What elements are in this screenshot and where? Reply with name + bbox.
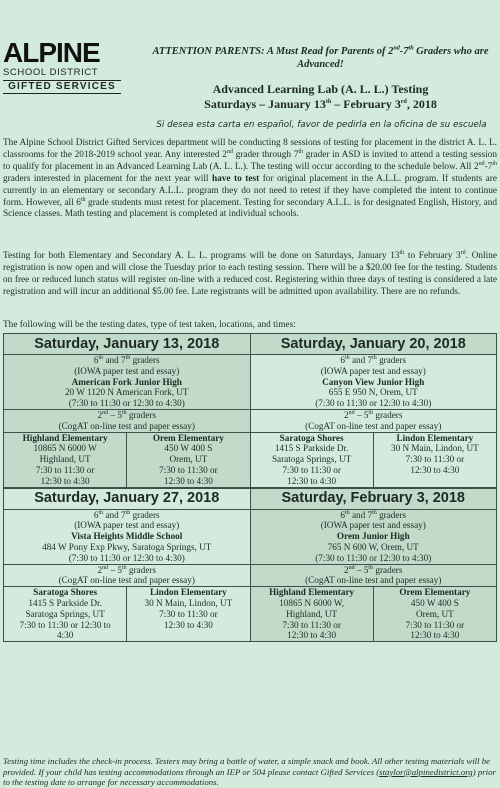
session-times: 7:30 to 11:30 or	[405, 619, 465, 630]
school-address: 450 W 400 S	[410, 597, 459, 608]
session-times: 12:30 to 4:30	[410, 464, 460, 475]
school-name: Highland Elementary	[22, 432, 108, 443]
school-address: 30 N Main, Lindon, UT	[144, 597, 233, 608]
test-site	[373, 587, 496, 642]
school-address: 30 N Main, Lindon, UT	[390, 443, 479, 454]
session-times: (7:30 to 11:30 or 12:30 to 4:30)	[68, 552, 185, 563]
test-site	[127, 587, 250, 642]
school-address: 10865 N 6000 W	[33, 443, 97, 454]
session-times: 12:30 to 4:30	[163, 619, 213, 630]
title-line-2: Saturdays – January 13th – February 3rd, 2018	[204, 97, 437, 111]
school-city: Highland, UT	[286, 608, 338, 619]
upper-grade-session	[250, 509, 497, 564]
test-type: (IOWA paper test and essay)	[320, 520, 426, 531]
logo-program: GIFTED SERVICES	[3, 80, 121, 94]
registration-paragraph: Testing for both Elementary and Secondary A. L. L. programs will be done on Saturdays, January 13th to February 3rd. Online registration is now open and will close the Tuesday prior to each testing session. There will be a $20.00 fee for the testing. Students on free or reduced lunch status will register on-line with a reduced cost. Registering within three days of testing is considered a late registration and will incur an additional $5.00 fee. Late registrants will be admitted upon availability. There are no refunds.	[3, 249, 497, 297]
school-name: American Fork Junior High	[71, 376, 182, 387]
upper-grade-session	[4, 355, 251, 410]
test-site	[373, 432, 496, 487]
spanish-note: Si desea esta carta en español, favor de pedirla en la oficina de su escuela	[156, 120, 487, 130]
session-times: 7:30 to 11:30 or 12:30 to	[19, 619, 111, 630]
grades-label: 6th and 7th graders	[93, 509, 160, 520]
lower-grade-header	[250, 409, 497, 432]
upper-grade-session	[4, 509, 251, 564]
school-name: Highland Elementary	[269, 587, 355, 598]
grades-label: 6th and 7th graders	[93, 354, 160, 365]
session-times: 7:30 to 11:30 or	[159, 608, 218, 619]
grades-label: 6th and 7th graders	[340, 509, 407, 520]
grades-label: 2nd – 5th graders	[97, 564, 156, 575]
school-name: Lindon Elementary	[396, 432, 474, 443]
test-type: (CogAT on-line test and paper essay)	[58, 420, 195, 431]
schedule-intro: The following will be the testing dates, type of test taken, locations, and times:	[3, 320, 296, 330]
session-times: 7:30 to 11:30 or	[405, 454, 465, 465]
grades-label: 6th and 7th graders	[340, 354, 407, 365]
school-name: Lindon Elementary	[149, 587, 227, 598]
test-type: (IOWA paper test and essay)	[74, 365, 180, 376]
session-times: (7:30 to 11:30 or 12:30 to 4:30)	[68, 398, 185, 409]
school-name: Vista Heights Middle School	[71, 531, 183, 542]
attention-notice: ATTENTION PARENTS: A Must Read for Parents of 2nd-7th Graders who are Advanced!	[152, 45, 489, 70]
session-times: 7:30 to 11:30 or	[282, 464, 341, 475]
school-address: 10865 N 6000 W,	[279, 597, 345, 608]
grades-label: 2nd – 5th graders	[97, 409, 156, 420]
school-city: Highland, UT	[39, 454, 91, 465]
lower-grade-header	[250, 564, 497, 587]
school-name: Orem Elementary	[152, 432, 224, 443]
date-heading: Saturday, January 27, 2018	[4, 488, 251, 510]
session-times: 12:30 to 4:30	[287, 630, 337, 641]
session-times: 7:30 to 11:30 or	[159, 464, 218, 475]
test-type: (CogAT on-line test and paper essay)	[58, 575, 195, 586]
test-type: (CogAT on-line test and paper essay)	[305, 575, 442, 586]
school-name: Saratoga Shores	[33, 587, 98, 598]
school-address: 765 N 600 W, Orem, UT	[327, 541, 419, 552]
grades-label: 2nd – 5th graders	[344, 409, 403, 420]
test-site	[250, 587, 373, 642]
testing-schedule-table	[3, 333, 497, 642]
school-name: Orem Elementary	[399, 587, 471, 598]
intro-paragraph: The Alpine School District Gifted Services department will be conducting 8 sessions of testing for placement in the district A. L. L. classrooms for the 2018-2019 school year. Any interested 2nd grader through 7th grader in ASD is invited to attend a testing session to qualify for placement in an Advanced Learning Lab (A. L. L.). The testing will occur according to the schedule below. All 2nd-7th graders interested in placement for the next year will have to test for original placement in the A.L.L. program. If students are currently in an elementary or secondary A.L.L. program they do not need to retest if they have completed the intent to continue form. However, all 6th grade students must retest for placement. Testing for secondary A.L.L. is for designated English, History, and Science classes. Math testing and placement is completed at individual schools.	[3, 138, 497, 220]
logo-wordmark: ALPINE	[3, 40, 135, 66]
test-type: (CogAT on-line test and paper essay)	[305, 420, 442, 431]
school-address: 1415 S Parkside Dr.	[28, 597, 102, 608]
school-name: Orem Junior High	[336, 531, 410, 542]
session-times: (7:30 to 11:30 or 12:30 to 4:30)	[315, 552, 432, 563]
test-site	[4, 587, 127, 642]
session-times: 4:30	[56, 630, 74, 641]
district-logo	[3, 37, 135, 100]
session-times: 12:30 to 4:30	[40, 475, 90, 486]
school-address: 484 W Pony Exp Pkwy, Saratoga Springs, UT	[42, 541, 212, 552]
test-site	[127, 432, 250, 487]
title-line-1: Advanced Learning Lab (A. L. L.) Testing	[212, 82, 429, 96]
school-address: 450 W 400 S	[164, 443, 213, 454]
session-times: 12:30 to 4:30	[163, 475, 213, 486]
footer-note: Testing time includes the check-in process. Testers may bring a bottle of water, a simple snack and book. All other testing materials will be provided. If your child has testing accommodations through an IEP or 504 please contact Gifted Services (staylor@alpinedistrict.org) prior to the testing date to arrange for necessary accommodations.	[3, 756, 496, 788]
school-name: Canyon View Junior High	[322, 376, 425, 387]
date-heading: Saturday, January 20, 2018	[250, 334, 497, 355]
email-link[interactable]: staylor@alpinedistrict.org	[379, 766, 473, 777]
session-times: 12:30 to 4:30	[410, 630, 460, 641]
upper-grade-session	[250, 355, 497, 410]
session-times: 7:30 to 11:30 or	[35, 464, 95, 475]
test-site	[4, 432, 127, 487]
school-address: 655 E 950 N, Orem, UT	[328, 387, 418, 398]
school-city: Orem, UT	[169, 454, 208, 465]
session-times: (7:30 to 11:30 or 12:30 to 4:30)	[315, 398, 432, 409]
logo-district: SCHOOL DISTRICT	[3, 67, 99, 78]
test-type: (IOWA paper test and essay)	[320, 365, 426, 376]
school-address: 1415 S Parkside Dr.	[274, 443, 349, 454]
date-heading: Saturday, January 13, 2018	[4, 334, 251, 355]
session-times: 12:30 to 4:30	[287, 475, 337, 486]
school-city: Saratoga Springs, UT	[271, 454, 352, 465]
school-address: 20 W 1120 N American Fork, UT	[64, 387, 189, 398]
school-city: Orem, UT	[415, 608, 454, 619]
page-title	[143, 82, 498, 112]
lower-grade-header	[4, 564, 251, 587]
grades-label: 2nd – 5th graders	[344, 564, 403, 575]
test-site	[250, 432, 373, 487]
session-times: 7:30 to 11:30 or	[282, 619, 341, 630]
school-name: Saratoga Shores	[279, 432, 344, 443]
test-type: (IOWA paper test and essay)	[74, 520, 180, 531]
school-city: Saratoga Springs, UT	[25, 608, 105, 619]
lower-grade-header	[4, 409, 251, 432]
date-heading: Saturday, February 3, 2018	[250, 488, 497, 510]
